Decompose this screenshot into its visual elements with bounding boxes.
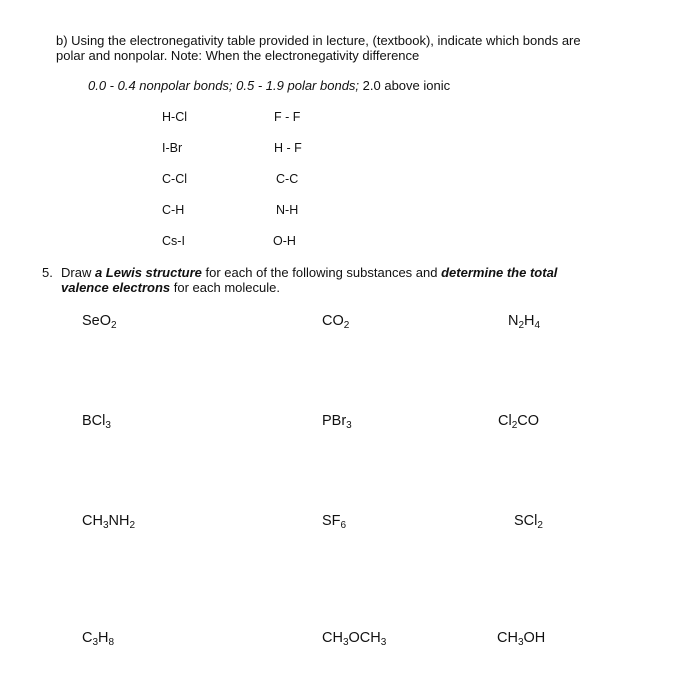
- part-b-intro-line2: polar and nonpolar. Note: When the electronegativity difference: [56, 48, 420, 63]
- molecule-pbr3: PBr$_3$: [322, 413, 352, 431]
- q5-lewis-structure: a Lewis structure: [94, 265, 202, 280]
- nonpolar-range: 0.0 - 0.4 nonpolar bonds;: [88, 78, 233, 93]
- polar-range: 0.5 - 1.9 polar bonds;: [232, 78, 360, 93]
- bond-left-3: C-Cl: [162, 172, 187, 186]
- molecule-sf6: $SF_6$: [322, 513, 347, 531]
- molecule-n2h4: $N_2H_4$: [508, 313, 541, 331]
- molecule-co2: $CO_2$: [322, 313, 350, 331]
- bond-left-2: I-Br: [162, 141, 183, 155]
- molecule-cl2co: $Cl_2CO$: [498, 413, 540, 431]
- bond-right-1: F - F: [274, 110, 301, 124]
- bond-right-2: H - F: [274, 141, 302, 155]
- q5-valence-electrons: valence electrons: [61, 280, 171, 295]
- bond-left-1: H-Cl: [162, 110, 187, 124]
- q5-text-f: for each molecule.: [170, 280, 280, 295]
- molecule-ch3oh: $CH_3OH$: [497, 630, 546, 648]
- question-5-line1: [61, 265, 557, 281]
- question-5-number: 5.: [42, 265, 53, 280]
- bond-right-4: N-H: [276, 203, 299, 217]
- bond-left-5: Cs-I: [162, 234, 185, 248]
- molecule-ch3och3: $CH_3OCH_3$: [322, 630, 387, 648]
- q5-text-c: for each of the following substances and: [201, 265, 442, 280]
- part-b-intro-line1: b) Using the electronegativity table provided in lecture, (textbook), indicate which bonds are: [56, 33, 581, 48]
- molecule-c3h8: $C_3H_8$: [82, 630, 115, 648]
- molecule-bcl3: BCl$_3$: [82, 413, 111, 431]
- q5-determine-total: determine the total: [441, 265, 558, 280]
- question-5-line2: [61, 280, 280, 296]
- ionic-range: 2.0 above ionic: [359, 78, 451, 93]
- bond-left-4: C-H: [162, 203, 185, 217]
- q5-text-a: Draw: [61, 265, 95, 280]
- bond-right-5: O-H: [273, 234, 296, 248]
- bond-right-3: C-C: [276, 172, 299, 186]
- molecule-seo2: SeO$_2$: [82, 313, 117, 331]
- molecule-ch3nh2: $CH_3NH_2$: [82, 513, 136, 531]
- electronegativity-ranges: [88, 78, 450, 94]
- molecule-scl2: SCl$_2$: [514, 513, 543, 531]
